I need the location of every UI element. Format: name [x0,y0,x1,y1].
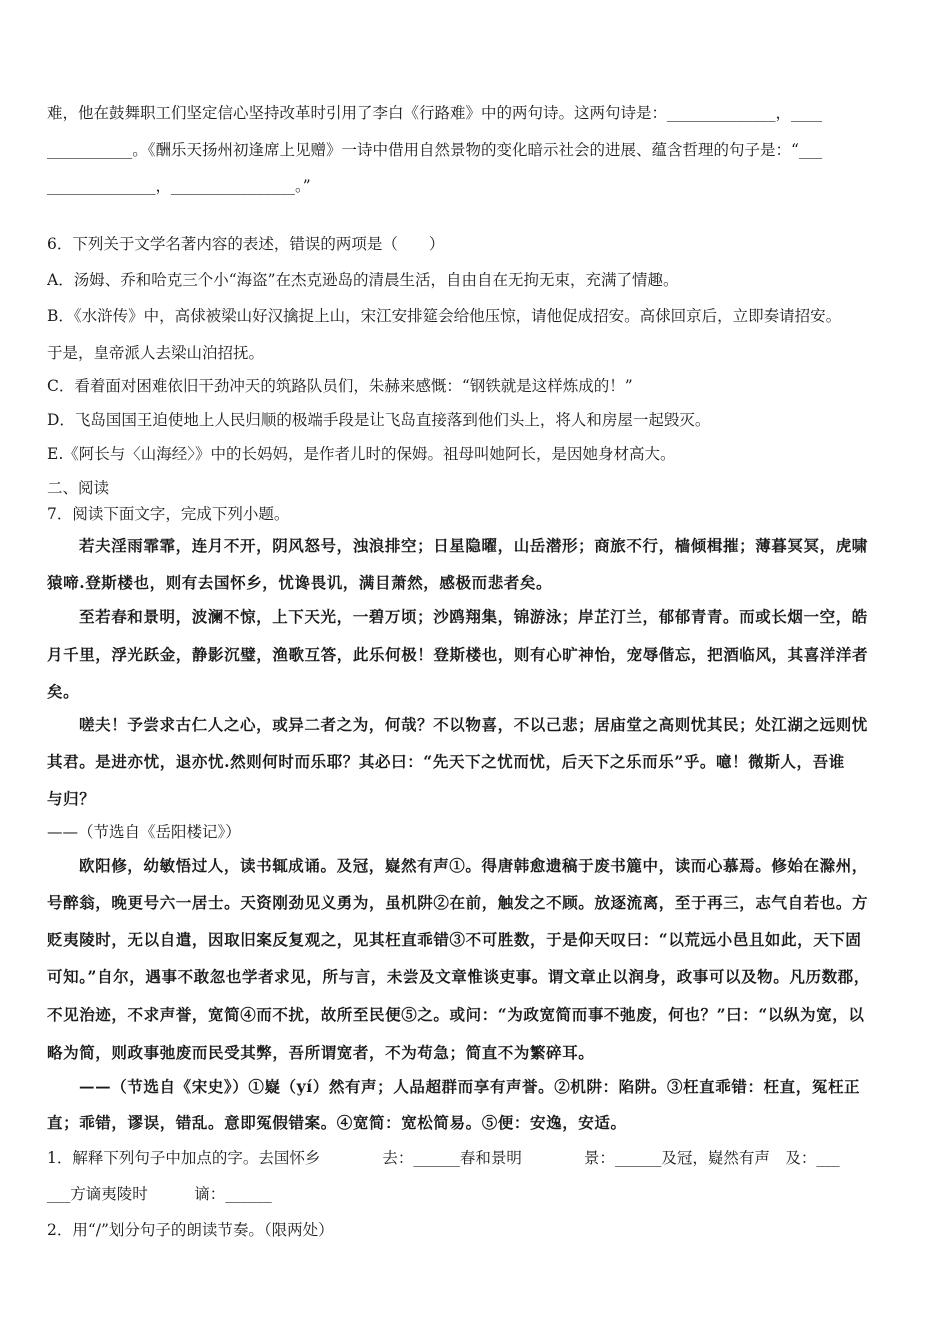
option-b: B．《水浒传》中，高俅被梁山好汉擒捉上山，宋江安排筵会给他压惊，请他促成招安。高俅回京后，立即奏请招安。 [47,307,842,325]
text-line: ___________。《酬乐天扬州初逢席上见赠》一诗中借用自然景物的变化暗示社会的进展、蕴含哲理的句子是：“___ [47,141,823,159]
passage-1-line: 若夫淫雨霏霏，连月不开，阴风怒号，浊浪排空；日星隐曜，山岳潜形；商旅不行，樯倾楫摧；薄暮冥冥，虎啸 [79,536,868,555]
text-line: 难，他在鼓舞职工们坚定信心坚持改革时引用了李白《行路难》中的两句诗。这两句诗是：______________，____ [47,104,823,122]
question-7-stem: 7．阅读下面文字，完成下列小题。 [47,505,290,523]
passage-1-source: ——（节选自《岳阳楼记》） [47,823,241,841]
option-e: E.《阿长与〈山海经〉》中的长妈妈，是作者儿时的保姆。祖母叫她阿长，是因她身材高大。 [47,445,676,463]
passage-1-line: 与归？ [47,789,96,808]
passage-2-notes: ——（节选自《宋史》）①嶷（yí）然有声；人品超群而享有声誉。②机阱：陷阱。③枉直乖错：枉直，冤枉正 [79,1077,861,1096]
passage-2-line: 欧阳修，幼敏悟过人，读书辄成诵。及冠，嶷然有声①。得唐韩愈遗稿于废书簏中，读而心慕焉。修始在滁州， [79,856,868,875]
passage-2-line: 号醉翁，晚更号六一居士。天资刚劲见义勇为，虽机阱②在前，触发之不顾。放逐流离，至于再三，志气自若也。方 [47,893,869,912]
text-line: ______________，________________。” [47,177,311,195]
option-a: A．汤姆、乔和哈克三个小“海盗”在杰克逊岛的清晨生活，自由自在无拘无束，充满了情趣。 [47,271,679,289]
passage-2-line: 贬夷陵时，无以自遣，因取旧案反复观之，见其枉直乖错③不可胜数，于是仰天叹曰：“以荒远小邑且如此，天下固 [47,930,862,949]
passage-2-notes: 直；乖错，谬误，错乱。意即冤假错案。④宽简：宽松简易。⑤便：安逸，安适。 [47,1113,627,1132]
question-6-stem: 6．下列关于文学名著内容的表述，错误的两项是（ ） [47,235,445,253]
option-c: C．看着面对困难依旧干劲冲天的筑路队员们，朱赫来感慨：“钢铁就是这样炼成的！” [47,377,633,395]
subquestion-1: 1．解释下列句子中加点的字。去国怀乡 去：______春和景明 景：______及冠，嶷然有声 及：___ [47,1149,840,1167]
passage-2-line: 可知。”自尔，遇事不敢忽也学者求见，所与言，未尝及文章惟谈吏事。谓文章止以润身，政事可以及物。凡历数郡， [47,967,870,986]
passage-1-line: 月千里，浮光跃金，静影沉璧，渔歌互答，此乐何极！登斯楼也，则有心旷神怡，宠辱偕忘，把酒临风，其喜洋洋者 [47,645,869,664]
passage-2-line: 略为简，则政事弛废而民受其弊，吾所谓宽者，不为苟急；简直不为繁碎耳。 [47,1043,595,1062]
passage-1-line: 至若春和景明，波澜不惊，上下天光，一碧万顷；沙鸥翔集，锦游泳；岸芷汀兰，郁郁青青。而或长烟一空，皓 [79,607,868,626]
option-d: D．飞岛国国王迫使地上人民归顺的极端手段是让飞岛直接落到他们头上，将人和房屋一起毁灭。 [47,411,711,429]
passage-2-line: 不见治迹，不求声誉，宽简④而不扰，故所至民便⑤之。或问：“为政宽简而事不弛废，何也？”曰：“以纵为宽，以 [47,1005,865,1024]
option-b-cont: 于是，皇帝派人去梁山泊招抚。 [47,344,265,362]
passage-1-line: 其君。是进亦忧，退亦忧.然则何时而乐耶？其必曰：“先天下之忧而忧，后天下之乐而乐”乎。噫！微斯人，吾谁 [47,752,845,771]
passage-1-line: 嗟夫！予尝求古仁人之心，或异二者之为，何哉？不以物喜，不以己悲；居庙堂之高则忧其民；处江湖之远则忧 [79,715,868,734]
subquestion-2: 2．用“/”划分句子的朗读节奏。（限两处） [47,1221,334,1239]
subquestion-1-cont: ___方谪夷陵时 谪：______ [47,1185,272,1203]
section-heading: 二、阅读 [47,479,110,497]
passage-1-line: 猿啼.登斯楼也，则有去国怀乡，忧谗畏讥，满目萧然，感极而悲者矣。 [47,573,553,592]
passage-1-line: 矣。 [47,682,80,701]
